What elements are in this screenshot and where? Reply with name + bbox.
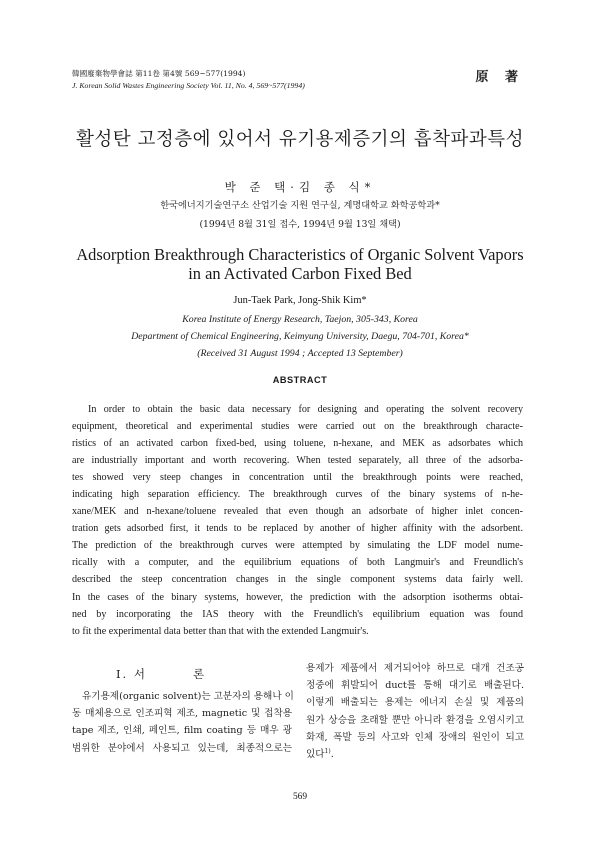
intro-line: tape 제조, 인쇄, 페인트, film coating 등 매우 광: [72, 725, 292, 737]
article-category: 原 著: [475, 70, 524, 85]
abstract-line: ristics of an activated carbon fixed-bed, using toluene, n-hexane, and MEK as adsorbates which: [72, 438, 523, 450]
abstract-line: In the cases of the binary systems, however, the prediction with the adsorption isotherms obtai-: [72, 591, 523, 603]
intro-line: 화재, 폭발 등의 사고와 인체 장애의 원인이 되고: [306, 731, 524, 743]
paper-title-english: [0, 245, 600, 283]
abstract-heading: ABSTRACT: [272, 375, 328, 385]
abstract-line: described the steep concentration changes in the single component systems data fairly well.: [72, 574, 523, 586]
paper-title-english-line-1: Adsorption Breakthrough Characteristics of Organic Solvent Vapors: [76, 245, 524, 264]
intro-line: 이렇게 배출되는 용제는 에너지 손실 및 제품의: [306, 697, 524, 709]
intro-line: 정중에 휘발되어 duct를 통해 대기로 배출된다.: [306, 680, 524, 692]
intro-left-column: [72, 688, 292, 757]
authors-english: Jun-Taek Park, Jong-Shik Kim*: [233, 295, 367, 306]
intro-line: 동 매체용으로 인조피혁 제조, magnetic 및 접착용: [72, 708, 292, 720]
paper-title-english-line-2: in an Activated Carbon Fixed Bed: [188, 264, 412, 283]
dates-english: (Received 31 August 1994 ; Accepted 13 September): [197, 348, 403, 359]
abstract-line: rically with a computer, and the equilibrium equations of both Langmuir's and Freundlich's: [72, 557, 523, 569]
abstract-line: ned by incorporating the IAS theory with the Freundlich's equilibrium equation was found: [72, 608, 523, 620]
abstract-line: equipment, theoretical and experimental studies were carried out on the breakthrough characte-: [72, 421, 523, 433]
abstract-line: tration gets adsorbed first, it tends to be replaced by another of higher affinity with the adsorbent.: [72, 523, 523, 535]
section-number: I. 서: [116, 667, 147, 681]
abstract-line: In order to obtain the basic data necessary for designing and operating the solvent recovery: [88, 404, 523, 415]
abstract-line: indicating high separation efficiency. The breakthrough curves of the binary systems of n-he-: [72, 489, 523, 501]
abstract-line: xane/MEK and n-hexane/toluene revealed that even though an adsorbate of higher inlet concen-: [72, 506, 523, 518]
journal-citation: [72, 68, 305, 92]
intro-line: 용제가 제품에서 제거되어야 하므로 대개 건조공: [306, 663, 524, 674]
page-number: 569: [292, 792, 308, 802]
intro-line-final: [306, 746, 524, 763]
intro-line: 원가 상승을 초래할 뿐만 아니라 환경을 오염시키고: [306, 714, 524, 726]
journal-citation-english: J. Korean Solid Wastes Engineering Society Vol. 11, No. 4, 569~577(1994): [72, 81, 305, 90]
intro-line: 유기용제(organic solvent)는 고분자의 용해나 이: [82, 691, 294, 702]
intro-line-final-text: 있다: [306, 749, 325, 761]
intro-line: 범위한 분야에서 사용되고 있는데, 최종적으로는: [72, 742, 292, 754]
abstract-line: are industrially important and worth recovering. When tested separately, all three of the adsorba-: [72, 455, 523, 467]
abstract-line: The prediction of the breakthrough curves were attempted by simulating the LDF model nume-: [72, 540, 523, 552]
section-heading-introduction: [116, 666, 206, 682]
affiliation-korean: 한국에너지기술연구소 산업기술 지원 연구실, 계명대학교 화학공학과*: [160, 200, 440, 211]
paper-title-korean: 활성탄 고정층에 있어서 유기용제증기의 흡착파과특성: [75, 129, 525, 150]
dates-korean: (1994년 8월 31일 접수, 1994년 9월 13일 채택): [199, 219, 401, 230]
sentence-end: .: [330, 749, 334, 761]
intro-right-column: [306, 660, 524, 763]
affiliation-english-1: Korea Institute of Energy Research, Taejon, 305-343, Korea: [182, 314, 418, 325]
abstract-line: tes showed very steep changes in concentration until the breakthrough points were reached,: [72, 472, 523, 484]
section-title: 론: [192, 667, 207, 681]
affiliation-english-2: Department of Chemical Engineering, Keimyung University, Daegu, 704-701, Korea*: [131, 331, 469, 342]
authors-korean: 박 준 택·김 종 식*: [224, 180, 376, 194]
citation-ref: 1): [324, 748, 331, 756]
abstract-line: to fit the experimental data better than that with the extended Langmuir's.: [72, 625, 369, 637]
journal-citation-korean: 韓國廢棄物學會誌 第11卷 第4號 569~577(1994): [72, 69, 246, 78]
abstract-body: [72, 401, 523, 640]
